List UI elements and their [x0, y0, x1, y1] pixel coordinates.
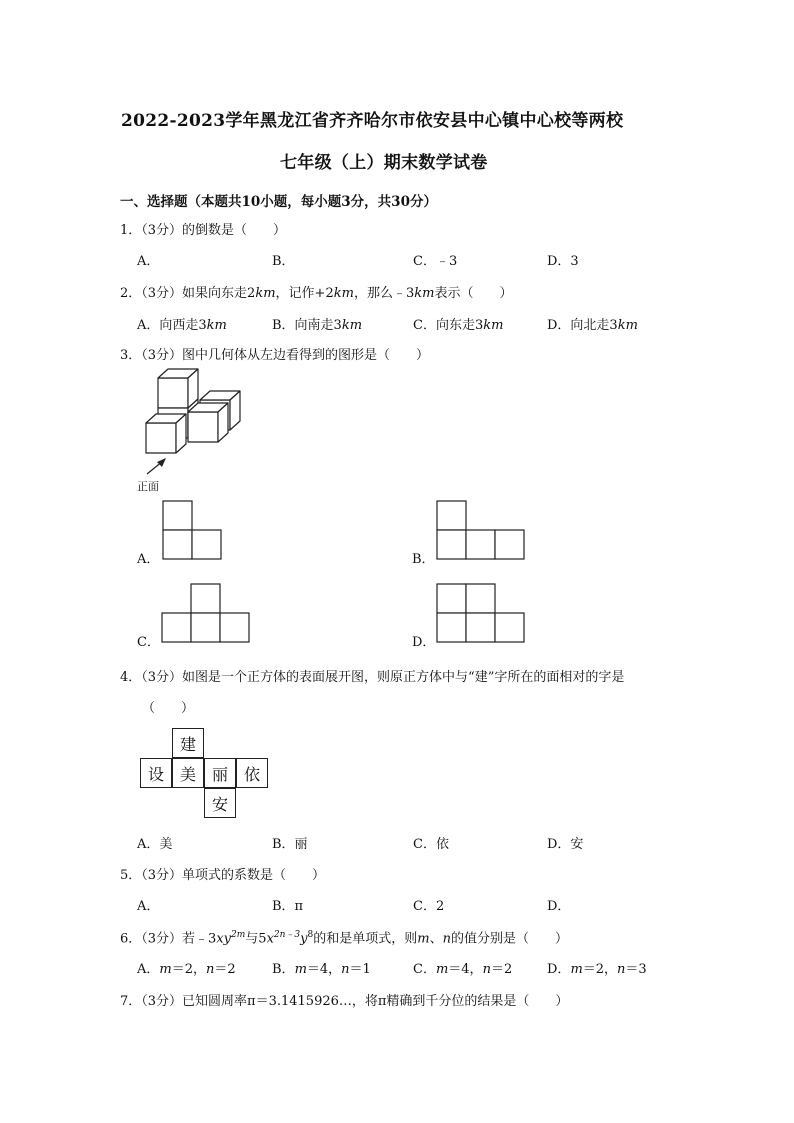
question-2-option-d: D．向北走3km	[547, 318, 638, 333]
question-6-option-d: D．m＝2，n＝3	[547, 962, 647, 977]
question-3-option-d: D．	[412, 635, 436, 650]
question-4-stem-paren: （ ）	[142, 701, 195, 716]
net-cell-jian: 建	[172, 728, 204, 758]
question-5-option-a: A．	[137, 899, 160, 914]
page-title-line2: 七年级（上）期末数学试卷	[280, 153, 488, 173]
question-2-option-a: A．向西走3km	[137, 318, 227, 333]
front-view-label: 正面	[137, 480, 159, 493]
net-cell-an: 安	[204, 788, 236, 818]
question-3-option-c: C．	[137, 635, 160, 650]
page-title-line1: 2022-2023学年黑龙江省齐齐哈尔市依安县中心镇中心校等两校	[121, 111, 624, 131]
net-cell-she: 设	[140, 758, 172, 788]
question-6-stem: 6．（3分）若$﹣3xy^{2m}$与$5x^{2n﹣3}y^8$的和是单项式，则m、n的值分别是（ ）	[120, 930, 568, 947]
question-4-option-b: B．丽	[272, 837, 308, 852]
question-3-option-a: A．	[137, 552, 160, 567]
question-6-option-c: C．m＝4，n＝2	[413, 962, 513, 977]
question-6-option-b: B．m＝4，n＝1	[272, 962, 371, 977]
question-3-option-b: B．	[412, 552, 435, 567]
net-cell-li: 丽	[204, 758, 236, 788]
net-cell-mei: 美	[172, 758, 204, 788]
question-4-option-d: D．安	[547, 837, 584, 852]
question-5-option-d: D．	[547, 899, 571, 914]
question-1-option-d: D．3	[547, 254, 579, 269]
question-5-stem: 5．（3分）单项式的系数是（ ）	[120, 868, 326, 883]
question-5-option-c: C．2	[413, 899, 445, 914]
question-2-stem: 2．（3分）如果向东走2km，记作+2km，那么﹣3km表示（ ）	[120, 286, 513, 301]
question-7-stem: 7．（3分）已知圆周率π＝3.1415926…，将π精确到千分位的结果是（ ）	[120, 994, 569, 1009]
net-cell-yi: 依	[236, 758, 268, 788]
question-4-option-c: C．依	[413, 837, 449, 852]
question-4-stem: 4．（3分）如图是一个正方体的表面展开图，则原正方体中与“建”字所在的面相对的字是	[120, 670, 625, 685]
question-1-option-c: C．﹣3	[413, 254, 458, 269]
question-5-option-b: B．π	[272, 899, 304, 914]
question-2-option-b: B．向南走3km	[272, 318, 363, 333]
question-1-option-a: A．	[137, 254, 160, 269]
question-1-option-b: B．	[272, 254, 295, 269]
question-6-option-a: A．m＝2，n＝2	[137, 962, 236, 977]
question-4-option-a: A．美	[137, 837, 173, 852]
section-heading: 一、选择题（本题共10小题，每小题3分，共30分）	[120, 194, 437, 210]
question-1-stem: 1．（3分）的倒数是（ ）	[120, 223, 287, 238]
question-3-stem: 3．（3分）图中几何体从左边看得到的图形是（ ）	[120, 348, 430, 363]
question-2-option-c: C．向东走3km	[413, 318, 504, 333]
